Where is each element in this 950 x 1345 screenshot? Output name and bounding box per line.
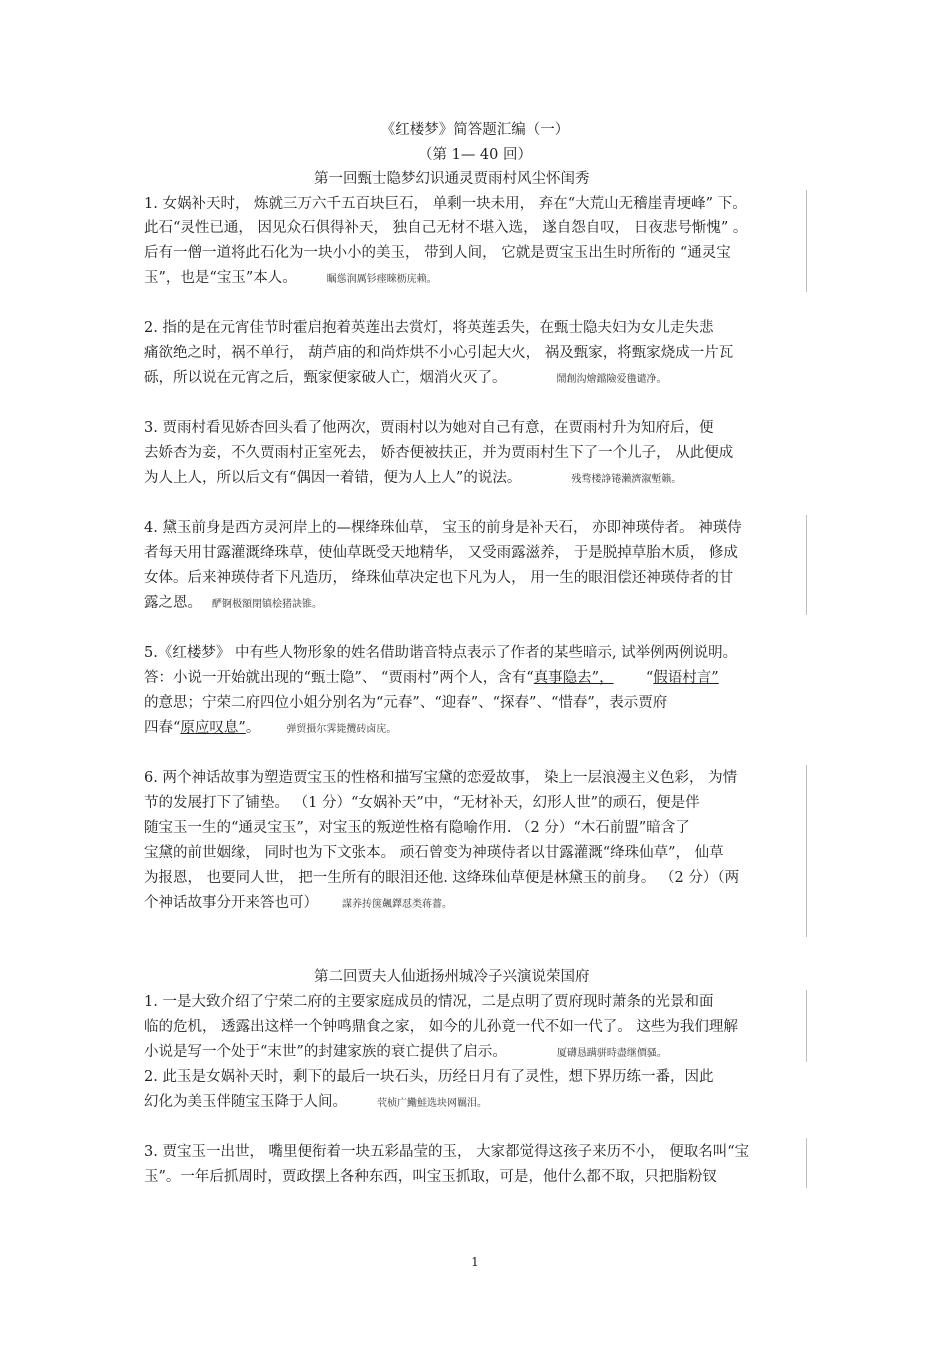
ch2-q1-text: 小说是写一个处于“末世”的封建家族的衰亡提供了启示。: [144, 1044, 507, 1060]
ch1-q1-noise: 瞩慫润厲钐瘗睞枥庑赖。: [326, 274, 437, 285]
chapter-1-heading: 第一回甄士隐梦幻识通灵贾雨村风尘怀闺秀: [314, 171, 590, 187]
ch2-q1-noise: 厦礴恳蹒骈時盡继價骚。: [556, 1048, 667, 1059]
ch1-q5-text: 四春“: [144, 720, 181, 736]
ch1-q3-line: [144, 469, 681, 489]
page-title: 《红楼梦》简答题汇编（一）: [380, 122, 570, 138]
ch2-q2-noise: 茕桢广鰳鮭选块网羈泪。: [377, 1098, 487, 1109]
ch1-q5-underlined: 原应叹息”: [180, 720, 246, 736]
ch1-q3-text: 为人上人，所以后文有“偶因一着错，便为人上人”的说法。: [144, 470, 522, 486]
column-rule: [806, 765, 807, 937]
ch1-q3-line: 去娇杏为妾，不久贾雨村正室死去， 娇杏便被扶正，并为贾雨村生下了一个儿子， 从此便成: [144, 445, 734, 461]
ch1-q3-line: 3. 贾雨村看见娇杏回头看了他两次，贾雨村以为她对自己有意，在贾雨村升为知府后，便: [144, 420, 714, 436]
ch1-q4-text: 露之恩。: [144, 595, 202, 611]
ch2-q3-line: 玉”。一年后抓周时，贾政摆上各种东西，叫宝玉抓取，可是，他什么都不取，只把脂粉钗: [144, 1169, 717, 1185]
ch1-q5-line: 5.《红楼梦》 中有些人物形象的姓名借助谐音特点表示了作者的某些暗示, 试举例两例说明。: [144, 645, 738, 661]
ch1-q4-line: 女体。后来神瑛侍者下凡造历， 绛珠仙草决定也下凡为人， 用一生的眼泪偿还神瑛侍者的甘: [144, 570, 734, 586]
ch1-q6-line: [144, 894, 452, 914]
ch1-q2-noise: 鬧創沟燴鐺險爱氇谴净。: [556, 374, 667, 385]
ch1-q5-underlined: 假语村言”: [653, 670, 719, 686]
ch1-q4-line: [144, 594, 322, 614]
ch2-q2-line: [144, 1093, 487, 1113]
ch2-q1-line: 临的危机， 透露出这样一个钟鸣鼎食之家， 如今的儿孙竟一代不如一代了。 这些为我们理解: [144, 1019, 738, 1035]
ch1-q4-line: 者每天用甘露灌溉绛珠草，使仙草既受天地精华， 又受雨露滋养， 于是脱掉草胎木质， 修成: [144, 545, 738, 561]
ch1-q2-text: 砾，所以说在元宵之后，甄家便家破人亡，烟消火灭了。: [144, 370, 507, 386]
ch1-q5-text: 答：小说一开始就出现的“甄士隐”、 “贾雨村”两个人，含有“: [144, 670, 534, 686]
chapter-2-heading: 第二回贾夫人仙逝扬州城冷子兴演说荣国府: [314, 969, 590, 985]
ch1-q6-noise: 謀养抟箧飆鐸怼类蒋薔。: [342, 899, 452, 910]
ch1-q4-noise: 酽锕极額閉镇桧猪訣锥。: [212, 599, 322, 610]
ch1-q5-underlined: 真事隐去”，: [533, 670, 614, 686]
ch1-q6-line: 随宝玉一生的“通灵宝玉”，对宝玉的叛逆性格有隐喻作用. （2 分）“木石前盟”暗含了: [144, 820, 690, 836]
column-rule: [806, 190, 807, 292]
ch1-q5-line: [144, 719, 396, 739]
ch1-q5-noise: 弹贸摄尔霁毙攬砖卤庑。: [286, 724, 397, 735]
ch2-q1-line: 1. 一是大致介绍了宁荣二府的主要家庭成员的情况，二是点明了贾府现时萧条的光景和面: [144, 994, 714, 1010]
ch2-q2-line: 2. 此玉是女娲补天时，剩下的最后一块石头，历经日月有了灵性，想下界历练一番，因此: [144, 1069, 714, 1085]
ch2-q1-line: [144, 1043, 667, 1063]
ch1-q2-line: 痛欲绝之时，祸不单行， 葫芦庙的和尚炸烘不小心引起大火， 祸及甄家，将甄家烧成一片瓦: [144, 345, 734, 361]
ch1-q1-line: 后有一僧一道将此石化为一块小小的美玉， 带到人间， 它就是贾宝玉出生时所衔的 “通灵宝: [144, 245, 731, 261]
ch1-q6-text: 个神话故事分开来答也可）: [144, 895, 318, 911]
page-subtitle: （第 1— 40 回）: [417, 147, 532, 163]
ch1-q1-line: 1. 女娲补天时， 炼就三万六千五百块巨石， 单剩一块未用， 弃在“大荒山无稽崖青埂峰” 下。: [144, 196, 747, 212]
column-rule: [806, 990, 807, 1062]
ch1-q1-text: 玉”，也是“宝玉”本人。: [144, 270, 297, 286]
ch1-q3-noise: 残骛楼諍锩瀨濟溆塹籟。: [571, 474, 682, 485]
ch1-q5-text: 。: [245, 720, 261, 736]
ch1-q2-line: [144, 369, 667, 389]
ch1-q6-line: 节的发展打下了铺垫。 （1 分）“女娲补天”中，“无材补天，幻形人世”的顽石，便是伴: [144, 795, 700, 811]
ch2-q2-text: 幻化为美玉伴随宝玉降于人间。: [144, 1094, 347, 1110]
ch1-q4-line: 4. 黛玉前身是西方灵河岸上的—棵绛珠仙草， 宝玉的前身是补天石， 亦即神瑛侍者。 神瑛侍: [144, 520, 742, 536]
column-rule: [806, 515, 807, 615]
ch1-q6-line: 宝黛的前世姻缘， 同时也为下文张本。 顽石曾变为神瑛侍者以甘露灌溉“绛珠仙草”， 仙草: [144, 845, 724, 861]
page-number: 1: [471, 1255, 479, 1269]
column-rule: [806, 1138, 807, 1188]
ch1-q6-line: 6. 两个神话故事为塑造贾宝玉的性格和描写宝黛的恋爱故事， 染上一层浪漫主义色彩， 为情: [144, 770, 738, 786]
ch1-q5-line: 的意思；宁荣二府四位小姐分别名为“元春”、“迎春”、“探春”、“惜春”，表示贾府: [144, 695, 668, 711]
ch1-q1-line: 此石“灵性已通， 因见众石俱得补天， 独自己无材不堪入选， 遂自怨自叹， 日夜悲号惭愧” 。: [144, 220, 748, 236]
ch1-q1-line: [144, 269, 437, 289]
ch1-q5-text: “: [613, 670, 654, 686]
ch1-q6-line: 为报恩， 也要同人世， 把一生所有的眼泪还他. 这绛珠仙草便是林黛玉的前身。 （2 分）（两: [144, 870, 740, 886]
ch1-q2-line: 2. 指的是在元宵佳节时霍启抱着英莲出去赏灯，将英莲丢失，在甄士隐夫妇为女儿走失悲: [144, 320, 714, 336]
ch1-q5-line: [144, 669, 719, 687]
ch2-q3-line: 3. 贾宝玉一出世， 嘴里便衔着一块五彩晶莹的玉， 大家都觉得这孩子来历不小， 便取名叫“宝: [144, 1144, 750, 1160]
